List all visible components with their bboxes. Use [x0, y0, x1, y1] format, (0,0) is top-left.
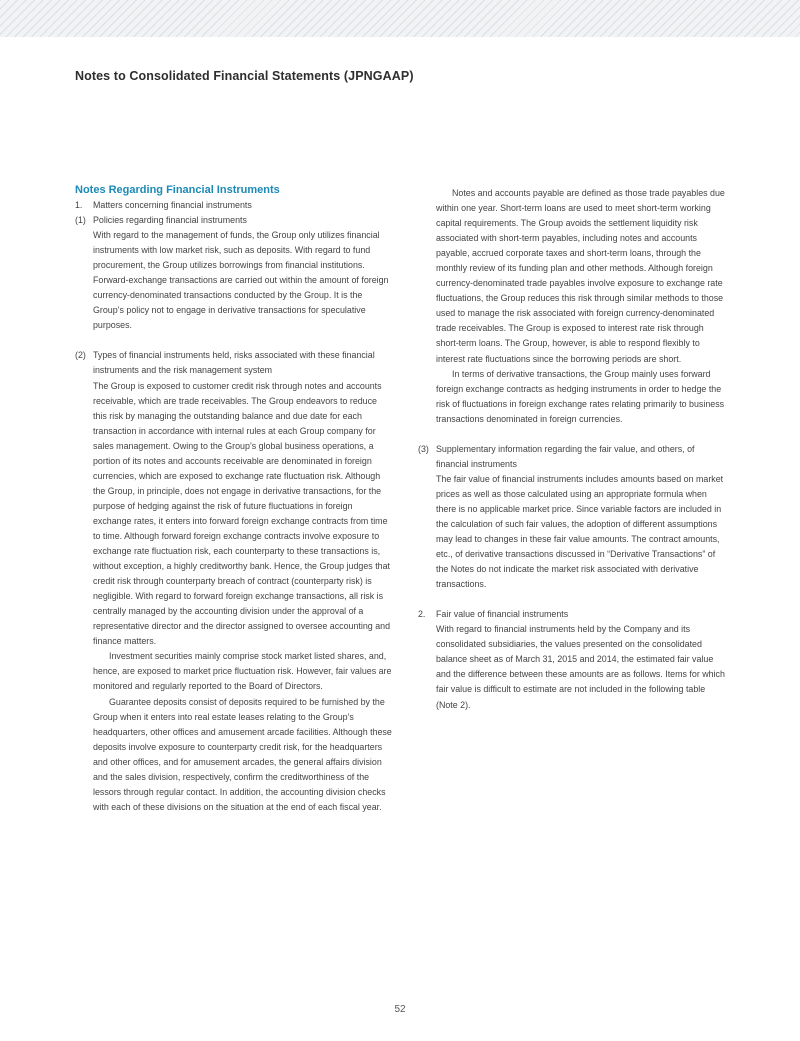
- item-body: The fair value of financial instruments includes amounts based on market prices as well as those calculated using an appropriate formula when there is no applicable market price. Since variable factors are included in the calculation of such fair values, the adoption of different assumptions may lead to changes in these fair value amounts. The contract amounts, etc., of derivative transactions discussed in “Derivative Transactions” of the Notes do not indicate the market risk associated with derivative transactions.: [436, 473, 724, 590]
- list-item-1-2: [75, 348, 393, 814]
- item-number: 2.: [418, 609, 426, 620]
- item-heading: Types of financial instruments held, risks associated with these financial instruments and the risk management system: [93, 350, 375, 376]
- item-heading: Fair value of financial instruments: [436, 609, 569, 620]
- list-item-1-3: [418, 442, 728, 592]
- item-text: Matters concerning financial instruments: [93, 200, 252, 210]
- list-item-1: [75, 198, 393, 213]
- page-number: 52: [394, 1004, 406, 1015]
- item-body: With regard to the management of funds, the Group only utilizes financial instruments with low market risk, such as deposits. With regard to fund procurement, the Group utilizes borrowings from financial institutions. Forward-exchange transactions are carried out within the amount of foreign currency-denominated transactions conducted by the Group. It is the Group’s policy not to engage in derivative transactions for speculative purposes.: [93, 230, 389, 331]
- item-number: (1): [75, 215, 86, 226]
- item-heading: Supplementary information regarding the fair value, and others, of financial instruments: [436, 443, 695, 469]
- item-number: (2): [75, 350, 86, 361]
- item-body: With regard to financial instruments held by the Company and its consolidated subsidiaries, the values presented on the consolidated balance sheet as of March 31, 2015 and 2014, the estimated fair value and the difference between these amounts are as follows. Items for which fair value is difficult to estimate are not included in the following table (Note 2).: [436, 624, 725, 710]
- item-number: (3): [418, 443, 429, 454]
- spacer: [418, 592, 728, 607]
- left-column: [75, 183, 393, 815]
- item-body: The Group is exposed to customer credit risk through notes and accounts receivable, which are trade receivables. The Group endeavors to reduce this risk by managing the outstanding balance and due date for each transaction in accordance with internal rules at each Group company for sales management. Owing to the Group’s global business operations, a portion of its notes and accounts receivable are denominated in foreign currencies, which are exposed to exchange rate fluctuation risk. Although the Group, in principle, does not engage in derivative transactions, for the purpose of hedging against the risk of future fluctuations in foreign exchange rates, it enters into forward foreign exchange contracts from time to time. Although forward foreign exchange contracts involve exposure to exchange rate fluctuation risk, each counterparty to these transactions is, without exception, a highly creditworthy bank. Hence, the Group judges that credit risk through counterparty breach of contract (counterparty risk) is negligible. With regard to forward foreign exchange transactions, all risk is centrally managed by the accounting division under the approval of a representative director and the director assigned to oversee accounting and finance matters.: [93, 380, 391, 647]
- right-column: [418, 186, 728, 713]
- list-item-1-1: [75, 213, 393, 333]
- spacer: [75, 333, 393, 348]
- guarantee-paragraph: Guarantee deposits consist of deposits required to be furnished by the Group when it enters into real estate leases relating to the Group’s headquarters, other offices and amusement arcade facilities. Although these deposits involve exposure to counterparty credit risk, for the headquarters and other offices, and for amusement arcades, the general affairs division and the sales division, respectively, confirm the creditworthiness of the lessors through regular contact. In addition, the accounting division checks with each of these divisions on the situation at the end of each fiscal year.: [93, 696, 392, 812]
- item-number: 1.: [75, 200, 83, 210]
- page-title: Notes to Consolidated Financial Statements (JPNGAAP): [75, 69, 414, 83]
- list-item-2: [418, 607, 728, 712]
- item-heading: Policies regarding financial instruments: [93, 215, 247, 226]
- payables-paragraph: Notes and accounts payable are defined as those trade payables due within one year. Short-term loans are used to meet short-term working capital requirements. The Group avoids the settlement liquidity risk associated with short-term payables, including notes and accounts payable, accrued corporate taxes and short-term loans, through the monthly review of its funding plan and other methods. Although foreign currency-denominated trade payables involve exposure to exchange rate fluctuations, the Group reduces this risk through similar methods to those used to manage the risk associated with foreign currency-denominated trade receivables. The Group is exposed to interest rate risk through short-term loans. The Group, however, is able to respond flexibly to interest rate fluctuations since the borrowing periods are short.: [436, 188, 725, 364]
- spacer: [418, 427, 728, 442]
- investment-paragraph: Investment securities mainly comprise stock market listed shares, and, hence, are exposed to market price fluctuation risk. However, fair values are monitored and regularly reported to the Board of Directors.: [93, 651, 392, 692]
- derivatives-paragraph: In terms of derivative transactions, the Group mainly uses forward foreign exchange contracts as hedging instruments in order to hedge the risk of fluctuations in foreign exchange rates relating primarily to business transactions denominated in foreign currencies.: [436, 368, 725, 424]
- payables-block: [418, 186, 728, 427]
- section-title: Notes Regarding Financial Instruments: [75, 184, 280, 196]
- decorative-header-band: [0, 0, 800, 37]
